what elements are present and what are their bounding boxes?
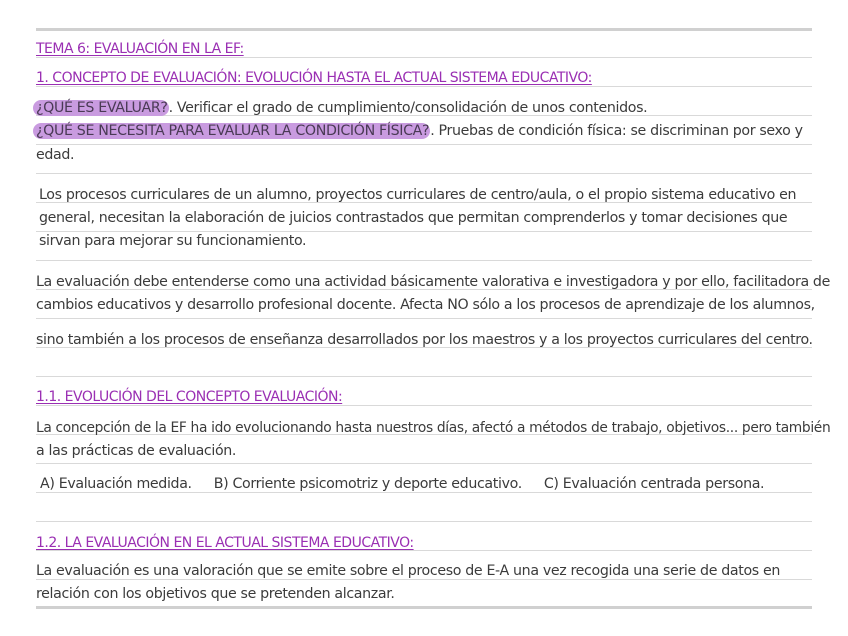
question-2-line [36, 122, 803, 140]
question-1-highlight: ¿QUÉ ES EVALUAR? [33, 100, 169, 116]
question-1-line [36, 99, 647, 117]
rule [36, 144, 812, 145]
rule [36, 260, 812, 261]
para2-line: sino también a los procesos de enseñanza desarrollados por los maestros y a los proyectos curriculares del centro. [36, 332, 813, 348]
rule [36, 376, 812, 377]
rule [36, 521, 812, 522]
section-1-2-heading: 1.2. LA EVALUACIÓN EN EL ACTUAL SISTEMA EDUCATIVO: [36, 535, 414, 551]
rule-bottom [36, 606, 812, 609]
para1-line: sirvan para mejorar su funcionamiento. [39, 233, 307, 249]
question-2-highlight: ¿QUÉ SE NECESITA PARA EVALUAR LA CONDICIÓN FÍSICA? [33, 123, 430, 139]
document-title: TEMA 6: EVALUACIÓN EN LA EF: [36, 41, 244, 57]
rule-top [36, 28, 812, 31]
option-a: A) Evaluación medida. [40, 476, 192, 492]
para2-line: cambios educativos y desarrollo profesional docente. Afecta NO sólo a los procesos de aprendizaje de los alumnos, [36, 297, 815, 313]
rule [36, 463, 812, 464]
section-1-heading: 1. CONCEPTO DE EVALUACIÓN: EVOLUCIÓN HASTA EL ACTUAL SISTEMA EDUCATIVO: [36, 70, 592, 86]
para2-line: La evaluación debe entenderse como una actividad básicamente valorativa e investigadora y por ello, facilitadora de [36, 274, 830, 290]
section-1-1-para-line: a las prácticas de evaluación. [36, 443, 237, 459]
section-1-2-para-line: relación con los objetivos que se pretenden alcanzar. [36, 586, 395, 602]
option-b: B) Corriente psicomotriz y deporte educativo. [213, 476, 522, 492]
para1-line: Los procesos curriculares de un alumno, proyectos curriculares de centro/aula, o el propio sistema educativo en [39, 187, 797, 203]
para1-line: general, necesitan la elaboración de juicios contrastados que permitan comprenderlos y tomar decisiones que [39, 210, 788, 226]
question-1-answer: . Verificar el grado de cumplimiento/consolidación de unos contenidos. [168, 100, 648, 116]
rule [36, 173, 812, 174]
evaluation-options [40, 475, 764, 493]
question-2-answer: . Pruebas de condición física: se discriminan por sexo y [430, 123, 803, 139]
rule [36, 318, 812, 319]
section-1-1-heading: 1.1. EVOLUCIÓN DEL CONCEPTO EVALUACIÓN: [36, 389, 343, 405]
section-1-2-para-line: La evaluación es una valoración que se emite sobre el proceso de E-A una vez recogida una serie de datos en [36, 563, 781, 579]
question-2-answer-cont: edad. [36, 147, 75, 163]
section-1-1-para-line: La concepción de la EF ha ido evolucionando hasta nuestros días, afectó a métodos de trabajo, objetivos... pero también [36, 420, 831, 436]
option-c: C) Evaluación centrada persona. [543, 476, 765, 492]
